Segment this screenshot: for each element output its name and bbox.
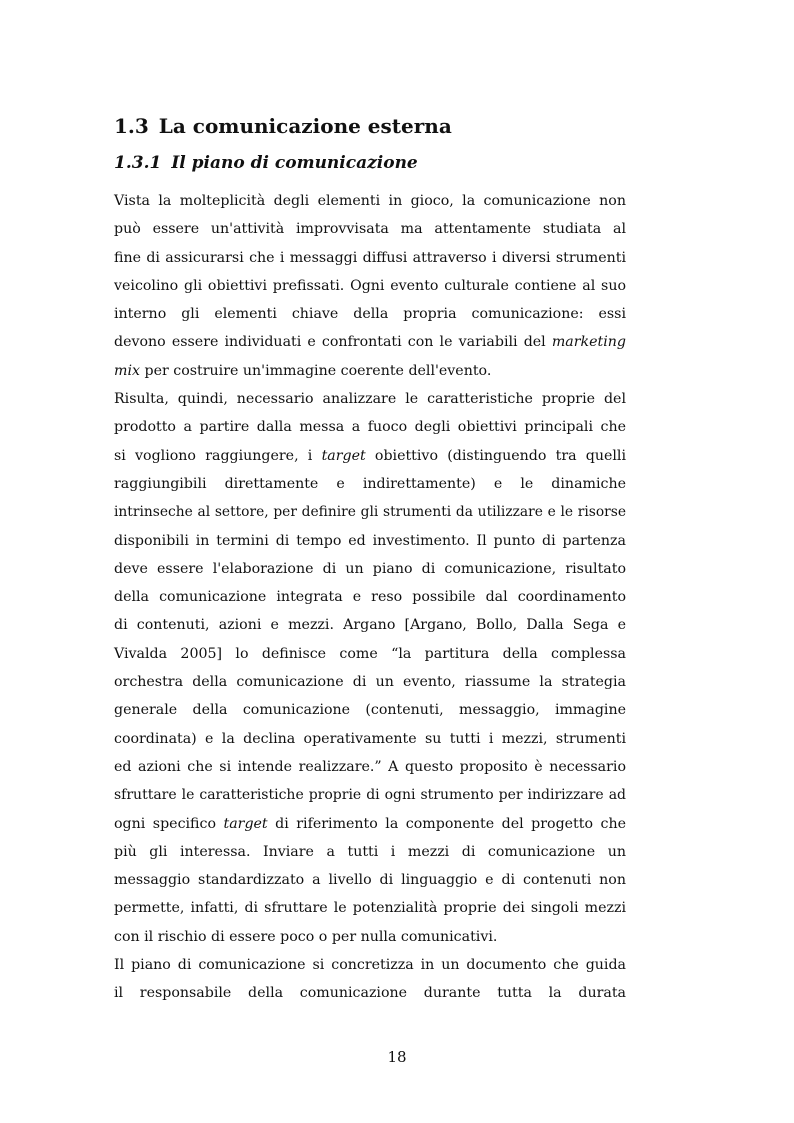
text-run: obiettivo (distinguendo tra quelli bbox=[365, 447, 627, 464]
section-heading bbox=[114, 114, 674, 138]
text-line: coordinata) e la declina operativamente su tutti i mezzi, strumenti bbox=[114, 730, 626, 747]
italic-term: target bbox=[321, 447, 366, 464]
text-line: deve essere l'elaborazione di un piano di comunicazione, risultato bbox=[114, 560, 626, 577]
subsection-number: 1.3.1 bbox=[114, 153, 162, 173]
text-line: veicolino gli obiettivi prefissati. Ogni evento culturale contiene al suo bbox=[114, 277, 626, 294]
text-line: può essere un'attività improvvisata ma attentamente studiata al bbox=[114, 221, 626, 238]
text-line: permette, infatti, di sfruttare le potenzialità proprie dei singoli mezzi bbox=[114, 900, 626, 917]
text-run: per costruire un'immagine coerente dell'evento. bbox=[140, 362, 492, 379]
section-number: 1.3 bbox=[114, 114, 149, 138]
text-run: devono essere individuati e confrontati con le variabili del bbox=[114, 334, 552, 351]
italic-term: mix bbox=[114, 362, 140, 379]
text-line: orchestra della comunicazione di un evento, riassume la strategia bbox=[114, 674, 626, 691]
subsection-heading bbox=[114, 153, 674, 173]
text-run: di riferimento la componente del progetto che bbox=[267, 815, 626, 832]
text-line: messaggio standardizzato a livello di linguaggio e di contenuti non bbox=[114, 872, 626, 889]
text-line: disponibili in termini di tempo ed investimento. Il punto di partenza bbox=[114, 532, 626, 549]
text-line: Vista la molteplicità degli elementi in gioco, la comunicazione non bbox=[114, 193, 626, 209]
text-line: raggiungibili direttamente e indirettamente) e le dinamiche bbox=[114, 475, 626, 492]
text-line: sfruttare le caratteristiche proprie di ogni strumento per indirizzare ad bbox=[114, 787, 626, 804]
text-line: interno gli elementi chiave della propria comunicazione: essi bbox=[114, 306, 626, 323]
text-run: ogni specifico bbox=[114, 815, 224, 832]
text-line: fine di assicurarsi che i messaggi diffusi attraverso i diversi strumenti bbox=[114, 249, 626, 266]
text-line: il responsabile della comunicazione durante tutta la durata bbox=[114, 985, 626, 1002]
text-line: generale della comunicazione (contenuti, messaggio, immagine bbox=[114, 702, 626, 719]
text-line bbox=[114, 442, 626, 470]
text-line: della comunicazione integrata e reso possibile dal coordinamento bbox=[114, 589, 626, 606]
text-line bbox=[114, 328, 626, 356]
text-line: Risulta, quindi, necessario analizzare le caratteristiche proprie del bbox=[114, 391, 626, 408]
text-line: prodotto a partire dalla messa a fuoco degli obiettivi principali che bbox=[114, 419, 626, 436]
section-title: La comunicazione esterna bbox=[158, 114, 452, 138]
body-text bbox=[114, 187, 626, 1008]
page-number: 18 bbox=[387, 1048, 407, 1066]
text-line: con il rischio di essere poco o per nulla comunicativi. bbox=[114, 928, 498, 945]
text-line: ed azioni che si intende realizzare.” A questo proposito è necessario bbox=[114, 758, 626, 775]
text-run: si vogliono raggiungere, i bbox=[114, 447, 322, 464]
subsection-title: Il piano di comunicazione bbox=[171, 153, 418, 173]
text-line: di contenuti, azioni e mezzi. Argano [Argano, Bollo, Dalla Sega e bbox=[114, 617, 626, 634]
text-line: più gli interessa. Inviare a tutti i mezzi di comunicazione un bbox=[114, 843, 626, 860]
text-line bbox=[114, 357, 626, 385]
italic-term: target bbox=[223, 815, 268, 832]
text-line: intrinseche al settore, per definire gli strumenti da utilizzare e le risorse bbox=[114, 504, 626, 521]
text-line bbox=[114, 810, 626, 838]
text-line: Il piano di comunicazione si concretizza in un documento che guida bbox=[114, 957, 626, 974]
italic-term: marketing bbox=[551, 334, 626, 351]
text-line: Vivalda 2005] lo definisce come “la partitura della complessa bbox=[114, 645, 626, 662]
